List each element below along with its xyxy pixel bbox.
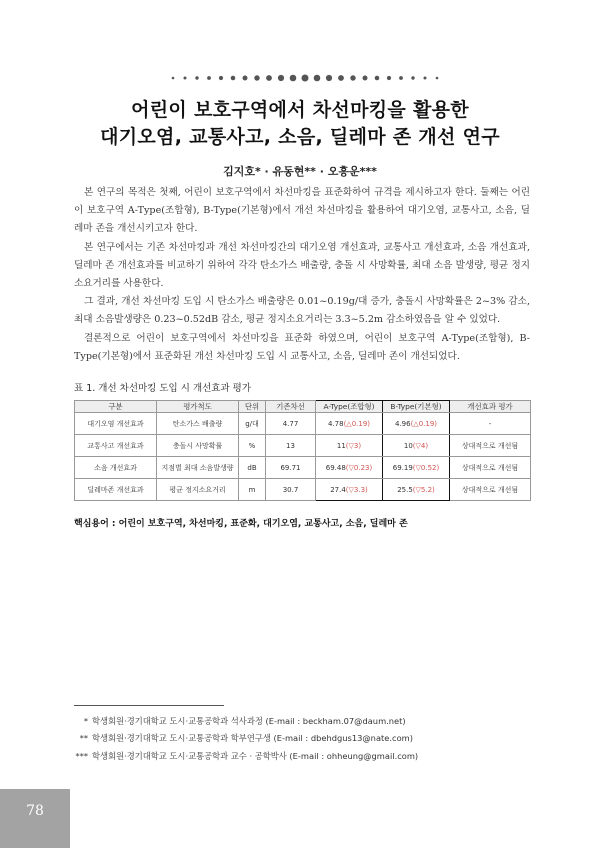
col-header-category: 구분 [75, 401, 157, 413]
a-delta: (▽3) [345, 441, 362, 450]
col-header-metric: 평가척도 [157, 401, 239, 413]
b-value: 69.19 [392, 463, 413, 472]
cell-b-type [383, 413, 450, 435]
a-value: 11 [336, 441, 346, 450]
b-value: 10 [403, 441, 413, 450]
a-delta: (▽0.23) [345, 463, 373, 472]
footnote-text: 학생회원·경기대학교 도시·교통공학과 교수 · 공학박사 (E-mail : ohheung@gmail.com) [92, 751, 419, 761]
col-header-a-type: A-Type(조합형) [316, 401, 383, 413]
cell-a-type [316, 413, 383, 435]
abstract-paragraph: 그 결과, 개선 차선마킹 도입 시 탄소가스 배출량은 0.01~0.19g/대 증가, 충돌시 사망확률은 2~3% 감소, 최대 소음발생량은 0.23~0.52dB 감소, 평균 정지소요거리는 3.3~5.2m 감소하였음을 알 수 있었다. [74, 296, 530, 326]
b-delta: (▽4) [412, 441, 429, 450]
col-header-b-type: B-Type(기본형) [383, 401, 450, 413]
table-row [75, 457, 531, 479]
authors: 김지호* · 유동현** · 오흥운*** [223, 165, 377, 178]
cell-eval: - [450, 413, 531, 435]
page-number-box [0, 789, 70, 848]
evaluation-table [74, 400, 531, 501]
decorative-dot [424, 77, 427, 80]
cell-metric: 평균 정지소요거리 [157, 479, 239, 501]
b-delta: (▽5.2) [412, 485, 435, 494]
title-line-1: 어린이 보호구역에서 차선마킹을 활용한 [131, 99, 469, 121]
footnote-mark: *** [75, 751, 88, 761]
page-number: 78 [26, 803, 44, 819]
b-delta: (△0.19) [410, 419, 438, 428]
footnote [74, 715, 534, 727]
decorative-dot [363, 76, 368, 81]
abstract [74, 184, 530, 366]
decorative-dot [266, 75, 272, 81]
cell-a-type [316, 479, 383, 501]
decorative-dot [399, 76, 403, 80]
col-header-base: 기존차선 [266, 401, 316, 413]
table-header-row [75, 401, 531, 413]
decorative-dot [254, 75, 259, 80]
decorative-dot [338, 75, 344, 81]
a-value: 69.48 [325, 463, 346, 472]
decorative-dot [411, 76, 414, 79]
decorative-dot [290, 75, 297, 82]
footnote [74, 750, 534, 762]
decorative-dot-rule [0, 72, 600, 84]
decorative-dot [278, 75, 284, 81]
col-header-unit: 단위 [239, 401, 266, 413]
table-caption: 표 1. 개선 차선마킹 도입 시 개선효과 평가 [74, 383, 252, 394]
decorative-dot [243, 76, 248, 81]
cell-b-type [383, 479, 450, 501]
cell-unit: m [239, 479, 266, 501]
footnote [74, 732, 534, 744]
cell-category: 대기오염 개선효과 [75, 413, 157, 435]
b-delta: (▽0.52) [412, 463, 440, 472]
footnote-mark: ** [79, 733, 88, 743]
cell-eval: 상대적으로 개선됨 [450, 435, 531, 457]
a-value: 4.78 [327, 419, 344, 428]
cell-metric: 탄소가스 배출량 [157, 413, 239, 435]
decorative-dot [436, 77, 439, 80]
footnote-text: 학생회원·경기대학교 도시·교통공학과 석사과정 (E-mail : beckham.07@daum.net) [92, 716, 406, 726]
b-value: 4.96 [394, 419, 411, 428]
footnote-divider [74, 705, 224, 706]
abstract-paragraph: 본 연구의 목적은 첫째, 어린이 보호구역에서 차선마킹을 표준화하여 규격을 제시하고자 한다. 둘째는 어린이 보호구역 A-Type(조합형), B-Type(기본형)에서 개선 차선마킹을 활용하여 대기오염, 교통사고, 소음, 딜레마 존을 개선시키고자 한다. [74, 187, 530, 235]
abstract-paragraph: 본 연구에서는 기존 차선마킹과 개선 차선마킹간의 대기오염 개선효과, 교통사고 개선효과, 소음 개선효과, 딜레마 존 개선효과를 비교하기 위하여 각각 탄소가스 배출량, 충돌 시 사망확률, 최대 소음 발생량, 평균 정지소요거리를 사용한다. [74, 241, 530, 290]
cell-b-type [383, 457, 450, 479]
cell-unit: dB [239, 457, 266, 479]
keywords: 핵심용어 : 어린이 보호구역, 차선마킹, 표준화, 대기오염, 교통사고, 소음, 딜레마 존 [74, 519, 408, 529]
decorative-dot [314, 75, 321, 82]
cell-base: 13 [266, 435, 316, 457]
cell-unit: % [239, 435, 266, 457]
a-delta: (▽3.3) [345, 485, 368, 494]
decorative-dot [207, 76, 211, 80]
table-row [75, 479, 531, 501]
decorative-dot [172, 77, 175, 80]
a-delta: (△0.19) [343, 419, 371, 428]
cell-category: 딜레마존 개선효과 [75, 479, 157, 501]
cell-eval: 상대적으로 개선됨 [450, 479, 531, 501]
cell-a-type [316, 457, 383, 479]
cell-base: 30.7 [266, 479, 316, 501]
cell-metric: 충돌시 사망확률 [157, 435, 239, 457]
cell-category: 소음 개선효과 [75, 457, 157, 479]
col-header-eval: 개선효과 평가 [450, 401, 531, 413]
cell-metric: 지점별 최대 소음발생량 [157, 457, 239, 479]
table-row [75, 435, 531, 457]
table-row [75, 413, 531, 435]
decorative-dot [184, 77, 187, 80]
cell-a-type [316, 435, 383, 457]
decorative-dot [195, 76, 198, 79]
cell-eval: 상대적으로 개선됨 [450, 457, 531, 479]
decorative-dot [326, 75, 332, 81]
footnote-text: 학생회원·경기대학교 도시·교통공학과 학부연구생 (E-mail : dbehdgus13@nate.com) [92, 733, 413, 743]
decorative-dot [387, 76, 391, 80]
cell-category: 교통사고 개선효과 [75, 435, 157, 457]
cell-b-type [383, 435, 450, 457]
cell-base: 4.77 [266, 413, 316, 435]
a-value: 27.4 [330, 485, 346, 494]
abstract-paragraph: 결론적으로 어린이 보호구역에서 차선마킹을 표준화 하였으며, 어린이 보호구역 A-Type(조합형), B-Type(기본형)에서 표준화된 개선 차선마킹 도입 시 교통사고, 소음, 딜레마 존이 개선되었다. [74, 332, 530, 362]
decorative-dot [219, 76, 223, 80]
cell-unit: g/대 [239, 413, 266, 435]
cell-base: 69.71 [266, 457, 316, 479]
footnote-mark: * [83, 716, 88, 726]
b-value: 25.5 [397, 485, 413, 494]
title-line-2: 대기오염, 교통사고, 소음, 딜레마 존 개선 연구 [100, 126, 500, 148]
decorative-dot [375, 76, 380, 81]
decorative-dot [350, 75, 355, 80]
decorative-dot [231, 76, 236, 81]
decorative-dot [302, 75, 309, 82]
